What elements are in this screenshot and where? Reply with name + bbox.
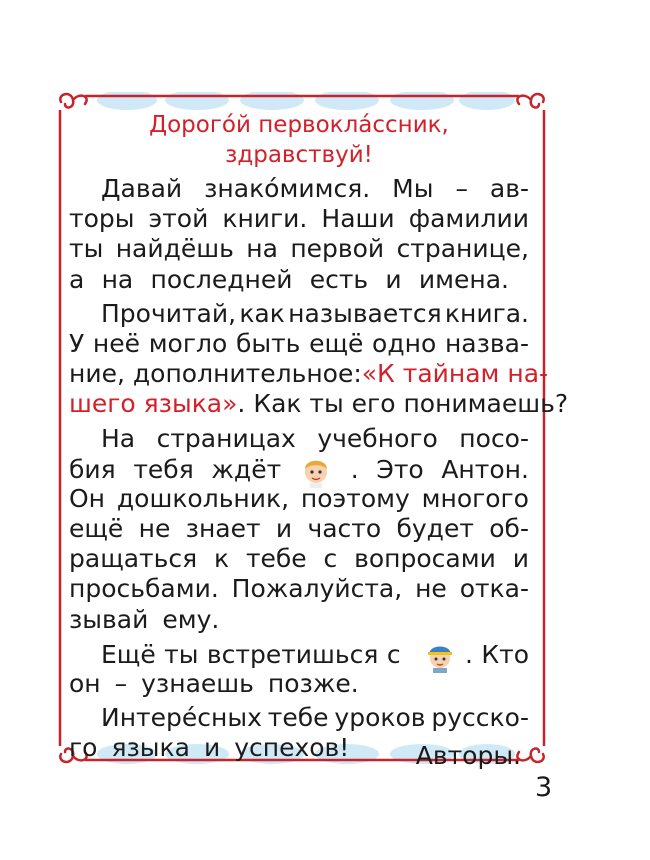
text-line: го языка и успехов! Авторы. [69, 733, 521, 771]
text-line: Он дошкольник, поэтому многого [69, 483, 529, 513]
letter-text [69, 110, 569, 771]
signature: Авторы. [415, 741, 521, 771]
heading-line-1: Дорого́й первокла́ссник, [149, 112, 449, 138]
text-line: он – узнаешь позже. [69, 669, 359, 698]
text-line: ращаться к тебе с вопросами и [69, 544, 529, 574]
text-line: Ещё ты встретишься с . Кто [69, 639, 529, 669]
text-line: ещё не знает и часто будет об- [69, 514, 529, 544]
text-line: шего языка» . Как ты его понимаешь? [69, 389, 569, 419]
boy-anton-icon [299, 454, 333, 488]
page-number: 3 [535, 772, 553, 803]
page-frame [57, 92, 569, 771]
text-line: Давай знако́мимся. Мы – ав- [101, 174, 529, 203]
book-subtitle-part-1: «К тайнам на- [361, 359, 549, 389]
text-line: Прочитай, как называется книга. [101, 298, 529, 328]
text-line: У неё могло быть ещё одно назва- [69, 328, 529, 358]
text-line: На страницах учебного посо- [101, 423, 529, 453]
text-line: бия тебя ждёт . Это Антон. [69, 454, 529, 484]
text-line: а на последней есть и имена. [69, 264, 509, 294]
book-subtitle-part-2: шего языка» [69, 389, 238, 419]
text-line: Интере́сных тебе уроков русско- [101, 703, 529, 733]
text-line: зывай ему. [69, 604, 220, 634]
boy-cap-icon [423, 639, 457, 673]
text-line: просьбами. Пожалуйста, не отка- [69, 574, 529, 604]
text-line: ты найдёшь на первой странице, [69, 234, 529, 264]
text-line: торы этой книги. Наши фамилии [69, 204, 529, 234]
heading-line-2: здравствуй! [225, 142, 373, 168]
text-line: ние, дополнительное: «К тайнам на- [69, 359, 549, 389]
